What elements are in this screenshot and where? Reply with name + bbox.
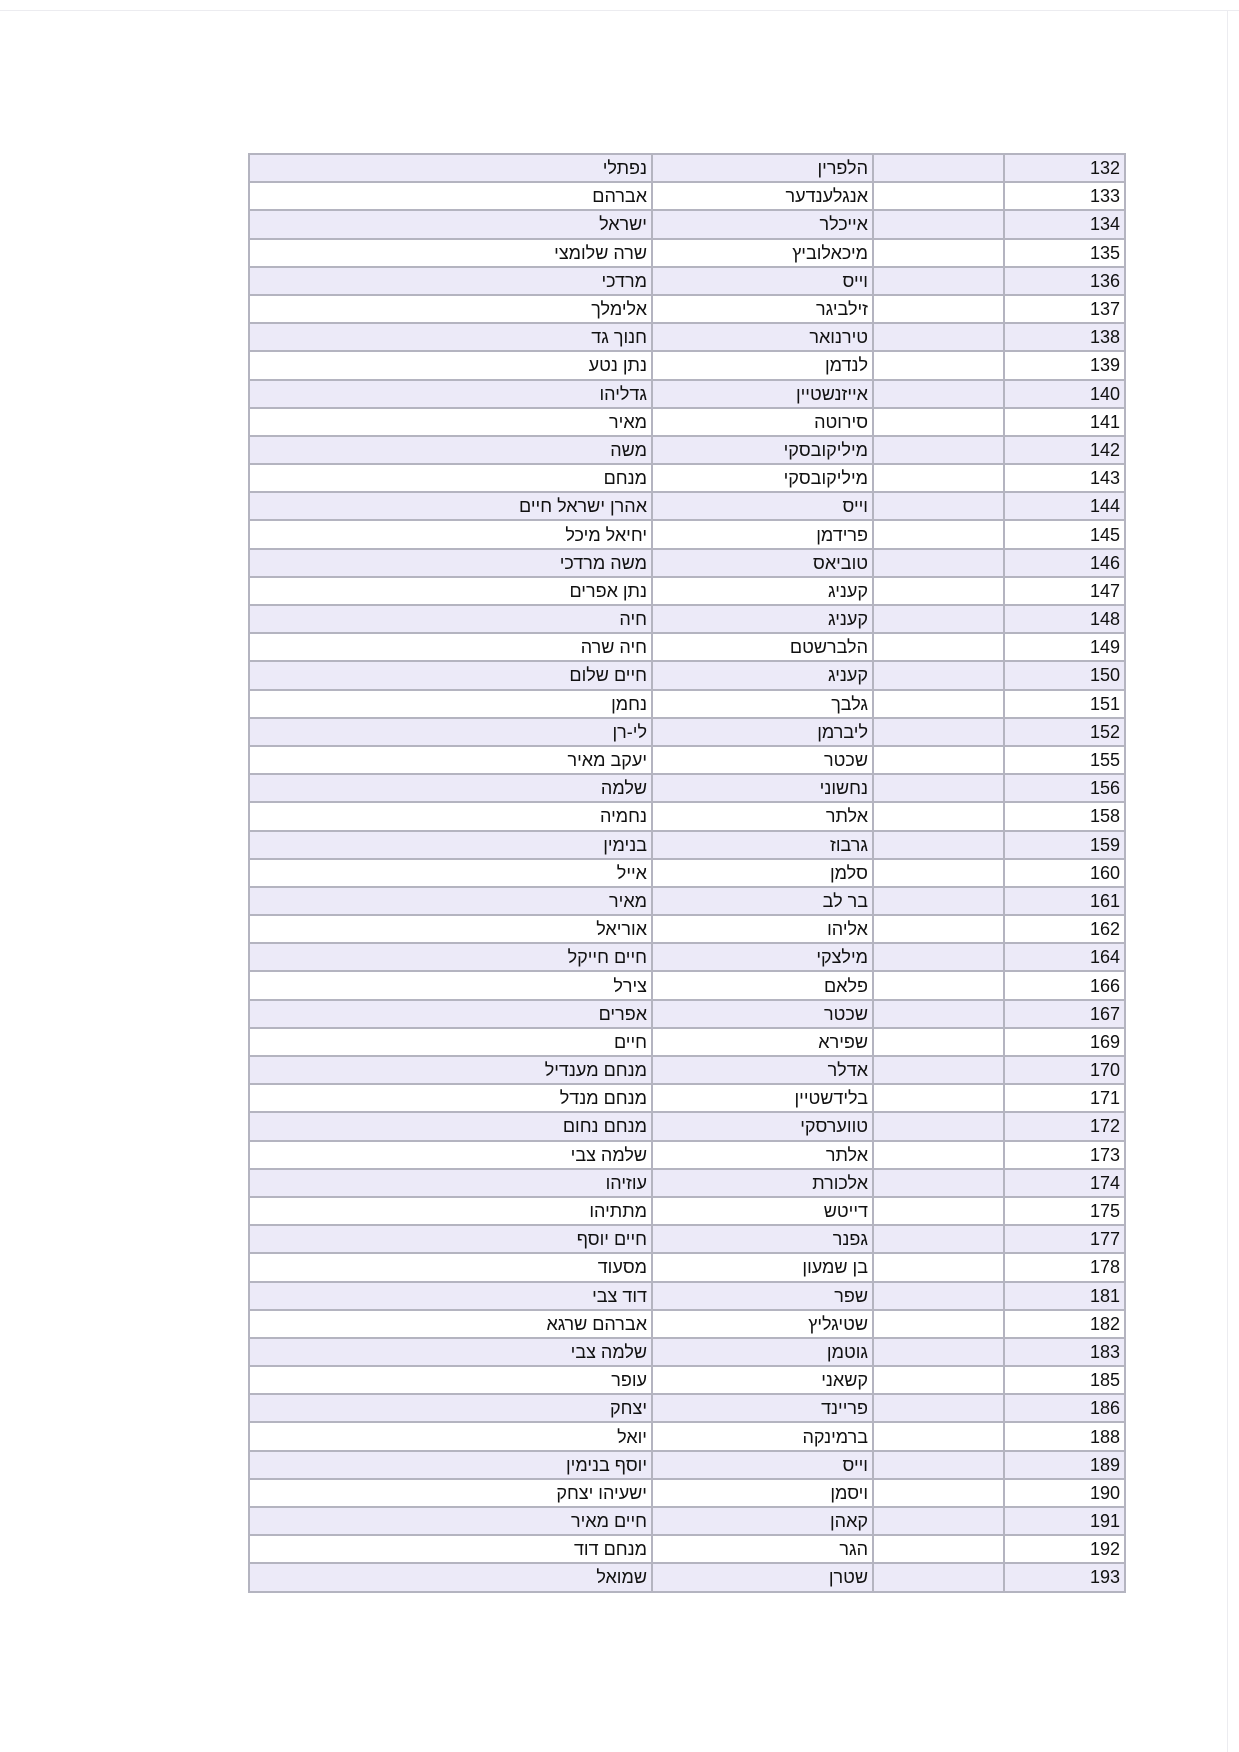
number-cell: 147	[1004, 577, 1125, 605]
table-row	[249, 661, 1125, 689]
number-cell: 173	[1004, 1141, 1125, 1169]
number-cell: 149	[1004, 633, 1125, 661]
last-name-cell: טירנואר	[652, 323, 873, 351]
first-name-cell: מסעוד	[249, 1253, 652, 1281]
number-cell: 181	[1004, 1282, 1125, 1310]
blank-cell	[873, 1394, 1004, 1422]
first-name-cell: אהרן ישראל חיים	[249, 492, 652, 520]
first-name-cell: נפתלי	[249, 154, 652, 182]
last-name-cell: מילצקי	[652, 943, 873, 971]
blank-cell	[873, 1028, 1004, 1056]
last-name-cell: הלפרין	[652, 154, 873, 182]
first-name-cell: עוזיהו	[249, 1169, 652, 1197]
last-name-cell: קשאני	[652, 1366, 873, 1394]
blank-cell	[873, 1197, 1004, 1225]
table-row	[249, 690, 1125, 718]
first-name-cell: ישעיהו יצחק	[249, 1479, 652, 1507]
last-name-cell: דייטש	[652, 1197, 873, 1225]
last-name-cell: ויסמן	[652, 1479, 873, 1507]
last-name-cell: הלברשטם	[652, 633, 873, 661]
table-row	[249, 971, 1125, 999]
number-cell: 132	[1004, 154, 1125, 182]
first-name-cell: אלימלך	[249, 295, 652, 323]
first-name-cell: יוסף בנימין	[249, 1451, 652, 1479]
table-row	[249, 1197, 1125, 1225]
number-cell: 135	[1004, 239, 1125, 267]
last-name-cell: בלידשטיין	[652, 1084, 873, 1112]
first-name-cell: גדליהו	[249, 380, 652, 408]
scan-edge-right	[1227, 10, 1228, 1752]
last-name-cell: גרבוז	[652, 831, 873, 859]
first-name-cell: חנוך גד	[249, 323, 652, 351]
table-row	[249, 1366, 1125, 1394]
last-name-cell: ליברמן	[652, 718, 873, 746]
number-cell: 134	[1004, 210, 1125, 238]
last-name-cell: טווערסקי	[652, 1112, 873, 1140]
number-cell: 169	[1004, 1028, 1125, 1056]
number-cell: 158	[1004, 802, 1125, 830]
first-name-cell: חיים יוסף	[249, 1225, 652, 1253]
number-cell: 139	[1004, 351, 1125, 379]
blank-cell	[873, 915, 1004, 943]
number-cell: 190	[1004, 1479, 1125, 1507]
first-name-cell: לי-רן	[249, 718, 652, 746]
last-name-cell: בר לב	[652, 887, 873, 915]
first-name-cell: בנימין	[249, 831, 652, 859]
blank-cell	[873, 464, 1004, 492]
blank-cell	[873, 549, 1004, 577]
blank-cell	[873, 943, 1004, 971]
number-cell: 192	[1004, 1535, 1125, 1563]
last-name-cell: ברמינקה	[652, 1422, 873, 1450]
table-row	[249, 1253, 1125, 1281]
number-cell: 185	[1004, 1366, 1125, 1394]
table-row	[249, 1338, 1125, 1366]
blank-cell	[873, 295, 1004, 323]
last-name-cell: אלכורת	[652, 1169, 873, 1197]
table-row	[249, 1394, 1125, 1422]
table-row	[249, 887, 1125, 915]
blank-cell	[873, 1310, 1004, 1338]
first-name-cell: נתן אפרים	[249, 577, 652, 605]
last-name-cell: פלאם	[652, 971, 873, 999]
number-cell: 138	[1004, 323, 1125, 351]
first-name-cell: חיה	[249, 605, 652, 633]
blank-cell	[873, 1366, 1004, 1394]
blank-cell	[873, 1338, 1004, 1366]
table-row	[249, 802, 1125, 830]
last-name-cell: אייכלר	[652, 210, 873, 238]
number-cell: 151	[1004, 690, 1125, 718]
first-name-cell: משה מרדכי	[249, 549, 652, 577]
table-row	[249, 1056, 1125, 1084]
number-cell: 133	[1004, 182, 1125, 210]
number-cell: 183	[1004, 1338, 1125, 1366]
number-cell: 174	[1004, 1169, 1125, 1197]
number-cell: 191	[1004, 1507, 1125, 1535]
table-row	[249, 1141, 1125, 1169]
blank-cell	[873, 1084, 1004, 1112]
number-cell: 167	[1004, 1000, 1125, 1028]
blank-cell	[873, 267, 1004, 295]
blank-cell	[873, 802, 1004, 830]
last-name-cell: וייס	[652, 492, 873, 520]
number-cell: 140	[1004, 380, 1125, 408]
table-row	[249, 323, 1125, 351]
last-name-cell: גוטמן	[652, 1338, 873, 1366]
first-name-cell: ישראל	[249, 210, 652, 238]
table-row	[249, 154, 1125, 182]
table-row	[249, 182, 1125, 210]
first-name-cell: אוריאל	[249, 915, 652, 943]
first-name-cell: דוד צבי	[249, 1282, 652, 1310]
number-cell: 177	[1004, 1225, 1125, 1253]
last-name-cell: סירוטה	[652, 408, 873, 436]
blank-cell	[873, 380, 1004, 408]
first-name-cell: שלמה צבי	[249, 1141, 652, 1169]
first-name-cell: משה	[249, 436, 652, 464]
first-name-cell: נחמן	[249, 690, 652, 718]
blank-cell	[873, 746, 1004, 774]
number-cell: 189	[1004, 1451, 1125, 1479]
last-name-cell: שטרן	[652, 1563, 873, 1591]
number-cell: 144	[1004, 492, 1125, 520]
number-cell: 188	[1004, 1422, 1125, 1450]
number-cell: 178	[1004, 1253, 1125, 1281]
number-cell: 159	[1004, 831, 1125, 859]
last-name-cell: נחשוני	[652, 774, 873, 802]
table-row	[249, 1028, 1125, 1056]
blank-cell	[873, 859, 1004, 887]
blank-cell	[873, 210, 1004, 238]
first-name-cell: שמואל	[249, 1563, 652, 1591]
table-row	[249, 267, 1125, 295]
table-row	[249, 1000, 1125, 1028]
blank-cell	[873, 408, 1004, 436]
table-row	[249, 1282, 1125, 1310]
table-row	[249, 1479, 1125, 1507]
first-name-cell: מנחם דוד	[249, 1535, 652, 1563]
last-name-cell: אלתר	[652, 1141, 873, 1169]
last-name-cell: שפירא	[652, 1028, 873, 1056]
first-name-cell: יחיאל מיכל	[249, 520, 652, 548]
blank-cell	[873, 182, 1004, 210]
last-name-cell: מיליקובסקי	[652, 436, 873, 464]
first-name-cell: עופר	[249, 1366, 652, 1394]
last-name-cell: קאהן	[652, 1507, 873, 1535]
blank-cell	[873, 1141, 1004, 1169]
blank-cell	[873, 887, 1004, 915]
last-name-cell: קעניג	[652, 605, 873, 633]
blank-cell	[873, 690, 1004, 718]
number-cell: 137	[1004, 295, 1125, 323]
first-name-cell: מאיר	[249, 887, 652, 915]
first-name-cell: מרדכי	[249, 267, 652, 295]
table-row	[249, 295, 1125, 323]
blank-cell	[873, 1507, 1004, 1535]
last-name-cell: אליהו	[652, 915, 873, 943]
table-row	[249, 605, 1125, 633]
last-name-cell: פריינד	[652, 1394, 873, 1422]
first-name-cell: מנחם	[249, 464, 652, 492]
last-name-cell: הגר	[652, 1535, 873, 1563]
table-row	[249, 633, 1125, 661]
number-cell: 175	[1004, 1197, 1125, 1225]
table-row	[249, 351, 1125, 379]
blank-cell	[873, 323, 1004, 351]
table-row	[249, 436, 1125, 464]
last-name-cell: זילביגר	[652, 295, 873, 323]
blank-cell	[873, 1000, 1004, 1028]
table-row	[249, 943, 1125, 971]
last-name-cell: גפנר	[652, 1225, 873, 1253]
blank-cell	[873, 1563, 1004, 1591]
last-name-cell: סלמן	[652, 859, 873, 887]
table-row	[249, 718, 1125, 746]
blank-cell	[873, 774, 1004, 802]
first-name-cell: יואל	[249, 1422, 652, 1450]
blank-cell	[873, 971, 1004, 999]
last-name-cell: מיליקובסקי	[652, 464, 873, 492]
first-name-cell: שלמה צבי	[249, 1338, 652, 1366]
first-name-cell: חיים שלום	[249, 661, 652, 689]
last-name-cell: וייס	[652, 1451, 873, 1479]
table-row	[249, 1310, 1125, 1338]
blank-cell	[873, 351, 1004, 379]
number-cell: 142	[1004, 436, 1125, 464]
first-name-cell: חיים	[249, 1028, 652, 1056]
first-name-cell: אפרים	[249, 1000, 652, 1028]
first-name-cell: אברהם שרגא	[249, 1310, 652, 1338]
table-row	[249, 1112, 1125, 1140]
blank-cell	[873, 1169, 1004, 1197]
first-name-cell: מנחם מנדל	[249, 1084, 652, 1112]
scan-edge-top	[0, 10, 1239, 11]
table-row	[249, 380, 1125, 408]
last-name-cell: אייזנשטיין	[652, 380, 873, 408]
table-row	[249, 1451, 1125, 1479]
first-name-cell: נתן נטע	[249, 351, 652, 379]
table-row	[249, 746, 1125, 774]
names-table-body	[249, 154, 1125, 1592]
number-cell: 156	[1004, 774, 1125, 802]
last-name-cell: בן שמעון	[652, 1253, 873, 1281]
first-name-cell: שרה שלומצי	[249, 239, 652, 267]
first-name-cell: מאיר	[249, 408, 652, 436]
number-cell: 186	[1004, 1394, 1125, 1422]
last-name-cell: שטיגליץ	[652, 1310, 873, 1338]
number-cell: 160	[1004, 859, 1125, 887]
blank-cell	[873, 718, 1004, 746]
number-cell: 182	[1004, 1310, 1125, 1338]
table-row	[249, 1169, 1125, 1197]
last-name-cell: קעניג	[652, 661, 873, 689]
last-name-cell: אנגלענדער	[652, 182, 873, 210]
last-name-cell: מיכאלוביץ	[652, 239, 873, 267]
last-name-cell: פרידמן	[652, 520, 873, 548]
blank-cell	[873, 1422, 1004, 1450]
first-name-cell: מנחם מענדיל	[249, 1056, 652, 1084]
table-row	[249, 1084, 1125, 1112]
last-name-cell: טוביאס	[652, 549, 873, 577]
table-row	[249, 1422, 1125, 1450]
table-row	[249, 520, 1125, 548]
table-row	[249, 1507, 1125, 1535]
number-cell: 172	[1004, 1112, 1125, 1140]
number-cell: 145	[1004, 520, 1125, 548]
number-cell: 136	[1004, 267, 1125, 295]
first-name-cell: חיה שרה	[249, 633, 652, 661]
first-name-cell: מנחם נחום	[249, 1112, 652, 1140]
last-name-cell: אלתר	[652, 802, 873, 830]
table-row	[249, 549, 1125, 577]
blank-cell	[873, 1479, 1004, 1507]
first-name-cell: יעקב מאיר	[249, 746, 652, 774]
number-cell: 166	[1004, 971, 1125, 999]
table-row	[249, 210, 1125, 238]
blank-cell	[873, 831, 1004, 859]
blank-cell	[873, 1451, 1004, 1479]
first-name-cell: נחמיה	[249, 802, 652, 830]
table-row	[249, 1225, 1125, 1253]
last-name-cell: קעניג	[652, 577, 873, 605]
number-cell: 164	[1004, 943, 1125, 971]
blank-cell	[873, 605, 1004, 633]
number-cell: 150	[1004, 661, 1125, 689]
names-table	[248, 153, 1126, 1593]
first-name-cell: חיים חייקל	[249, 943, 652, 971]
blank-cell	[873, 492, 1004, 520]
table-row	[249, 577, 1125, 605]
table-row	[249, 831, 1125, 859]
blank-cell	[873, 154, 1004, 182]
number-cell: 155	[1004, 746, 1125, 774]
blank-cell	[873, 520, 1004, 548]
last-name-cell: לנדמן	[652, 351, 873, 379]
first-name-cell: יצחק	[249, 1394, 652, 1422]
number-cell: 193	[1004, 1563, 1125, 1591]
table-row	[249, 859, 1125, 887]
table-row	[249, 1535, 1125, 1563]
number-cell: 143	[1004, 464, 1125, 492]
number-cell: 148	[1004, 605, 1125, 633]
blank-cell	[873, 1225, 1004, 1253]
blank-cell	[873, 1253, 1004, 1281]
first-name-cell: מתתיהו	[249, 1197, 652, 1225]
last-name-cell: שפר	[652, 1282, 873, 1310]
number-cell: 146	[1004, 549, 1125, 577]
table-row	[249, 464, 1125, 492]
table-row	[249, 492, 1125, 520]
first-name-cell: צירל	[249, 971, 652, 999]
blank-cell	[873, 1282, 1004, 1310]
blank-cell	[873, 436, 1004, 464]
blank-cell	[873, 1535, 1004, 1563]
first-name-cell: חיים מאיר	[249, 1507, 652, 1535]
last-name-cell: גלבך	[652, 690, 873, 718]
number-cell: 162	[1004, 915, 1125, 943]
blank-cell	[873, 577, 1004, 605]
number-cell: 170	[1004, 1056, 1125, 1084]
table-row	[249, 408, 1125, 436]
number-cell: 152	[1004, 718, 1125, 746]
table-row	[249, 774, 1125, 802]
table-row	[249, 915, 1125, 943]
blank-cell	[873, 1056, 1004, 1084]
blank-cell	[873, 239, 1004, 267]
number-cell: 161	[1004, 887, 1125, 915]
blank-cell	[873, 1112, 1004, 1140]
blank-cell	[873, 633, 1004, 661]
first-name-cell: שלמה	[249, 774, 652, 802]
first-name-cell: אברהם	[249, 182, 652, 210]
table-row	[249, 1563, 1125, 1591]
last-name-cell: שכטר	[652, 746, 873, 774]
number-cell: 141	[1004, 408, 1125, 436]
table-row	[249, 239, 1125, 267]
last-name-cell: אדלר	[652, 1056, 873, 1084]
last-name-cell: שכטר	[652, 1000, 873, 1028]
number-cell: 171	[1004, 1084, 1125, 1112]
last-name-cell: וייס	[652, 267, 873, 295]
first-name-cell: אייל	[249, 859, 652, 887]
blank-cell	[873, 661, 1004, 689]
